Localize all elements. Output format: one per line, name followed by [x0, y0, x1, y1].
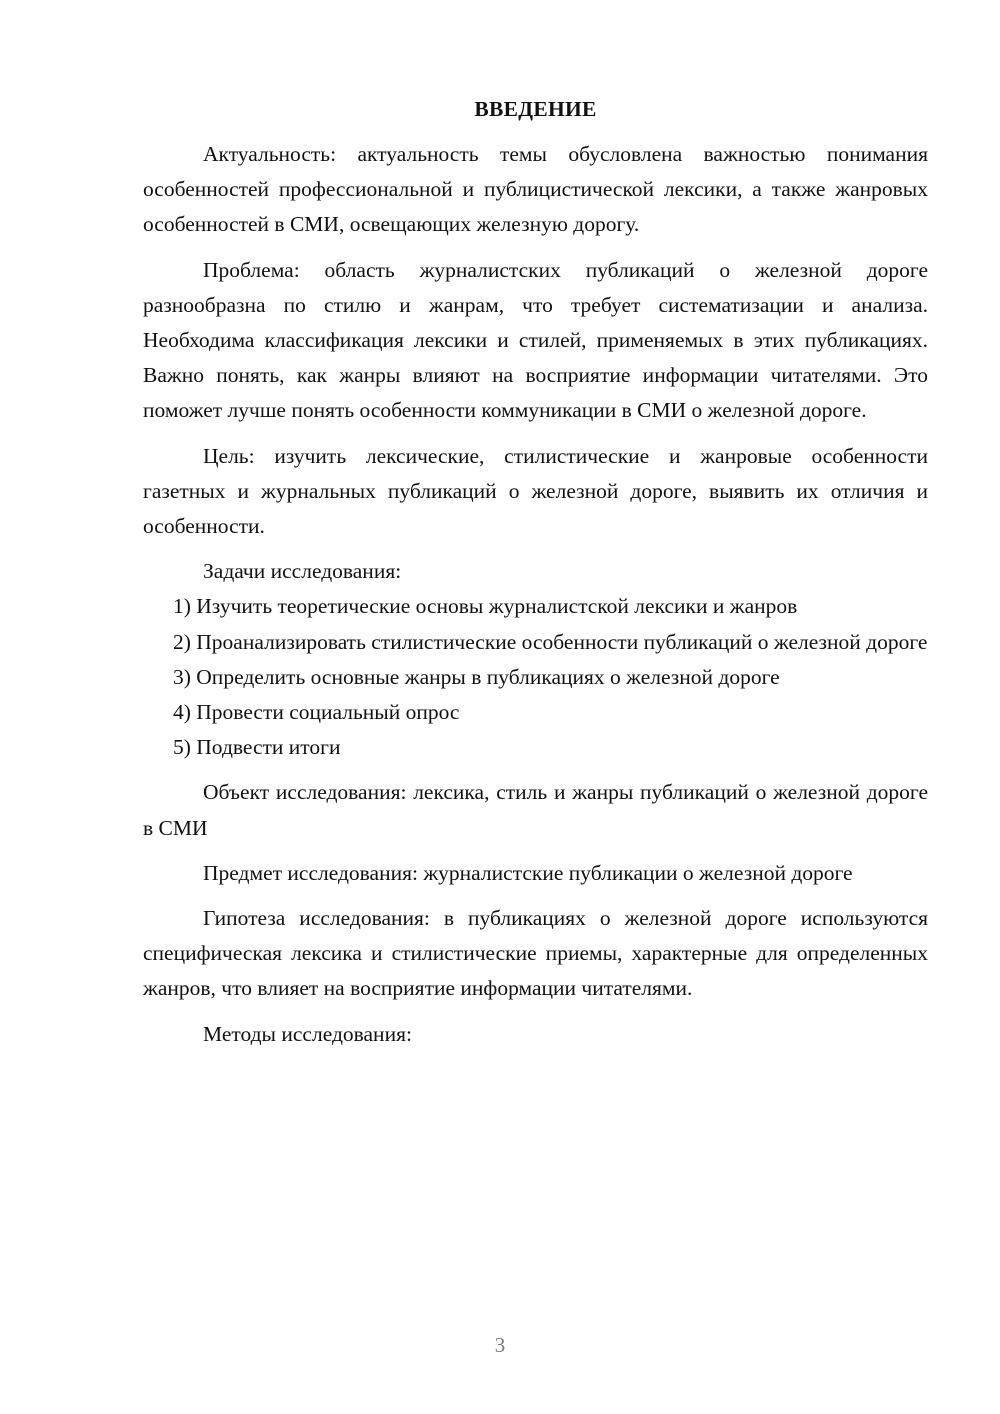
paragraph-object: Объект исследования: лексика, стиль и жанры публикаций о железной дороге в СМИ [143, 780, 928, 840]
task-item-3: 3) Определить основные жанры в публикациях о железной дороге [173, 664, 780, 689]
paragraph-hypothesis: Гипотеза исследования: в публикациях о железной дороге используются специфическая лексика и стилистические приемы, характерные для определенных жанров, что влияет на восприятие информации читателями. [143, 906, 928, 1001]
page-number: 3 [494, 1333, 506, 1357]
paragraph-subject: Предмет исследования: журналистские публикации о железной дороге [203, 860, 853, 885]
methods-heading: Методы исследования: [203, 1021, 412, 1046]
tasks-heading: Задачи исследования: [203, 559, 402, 584]
section-title: ВВЕДЕНИЕ [474, 97, 597, 121]
paragraph-problem: Проблема: область журналистских публикаций о железной дороге разнообразна по стилю и жанрам, что требует систематизации и анализа. Необходима классификация лексики и стилей, применяемых в этих публикациях. Важно понять, как жанры влияют на восприятие информации читателями. Это поможет лучше понять особенности коммуникации в СМИ о железной дороге. [143, 257, 928, 423]
task-item-4: 4) Провести социальный опрос [173, 700, 460, 725]
page-content [143, 92, 928, 1052]
task-item-1: 1) Изучить теоретические основы журналистской лексики и жанров [173, 594, 798, 619]
paragraph-goal: Цель: изучить лексические, стилистические и жанровые особенности газетных и журнальных публикаций о железной дороге, выявить их отличия и особенности. [143, 443, 928, 539]
task-item-5: 5) Подвести итоги [173, 735, 341, 760]
paragraph-relevance: Актуальность: актуальность темы обусловлена важностью понимания особенностей профессиональной и публицистической лексики, а также жанровых особенностей в СМИ, освещающих железную дорогу. [143, 142, 928, 237]
task-item-2: 2) Проанализировать стилистические особенности публикаций о железной дороге [173, 629, 928, 654]
